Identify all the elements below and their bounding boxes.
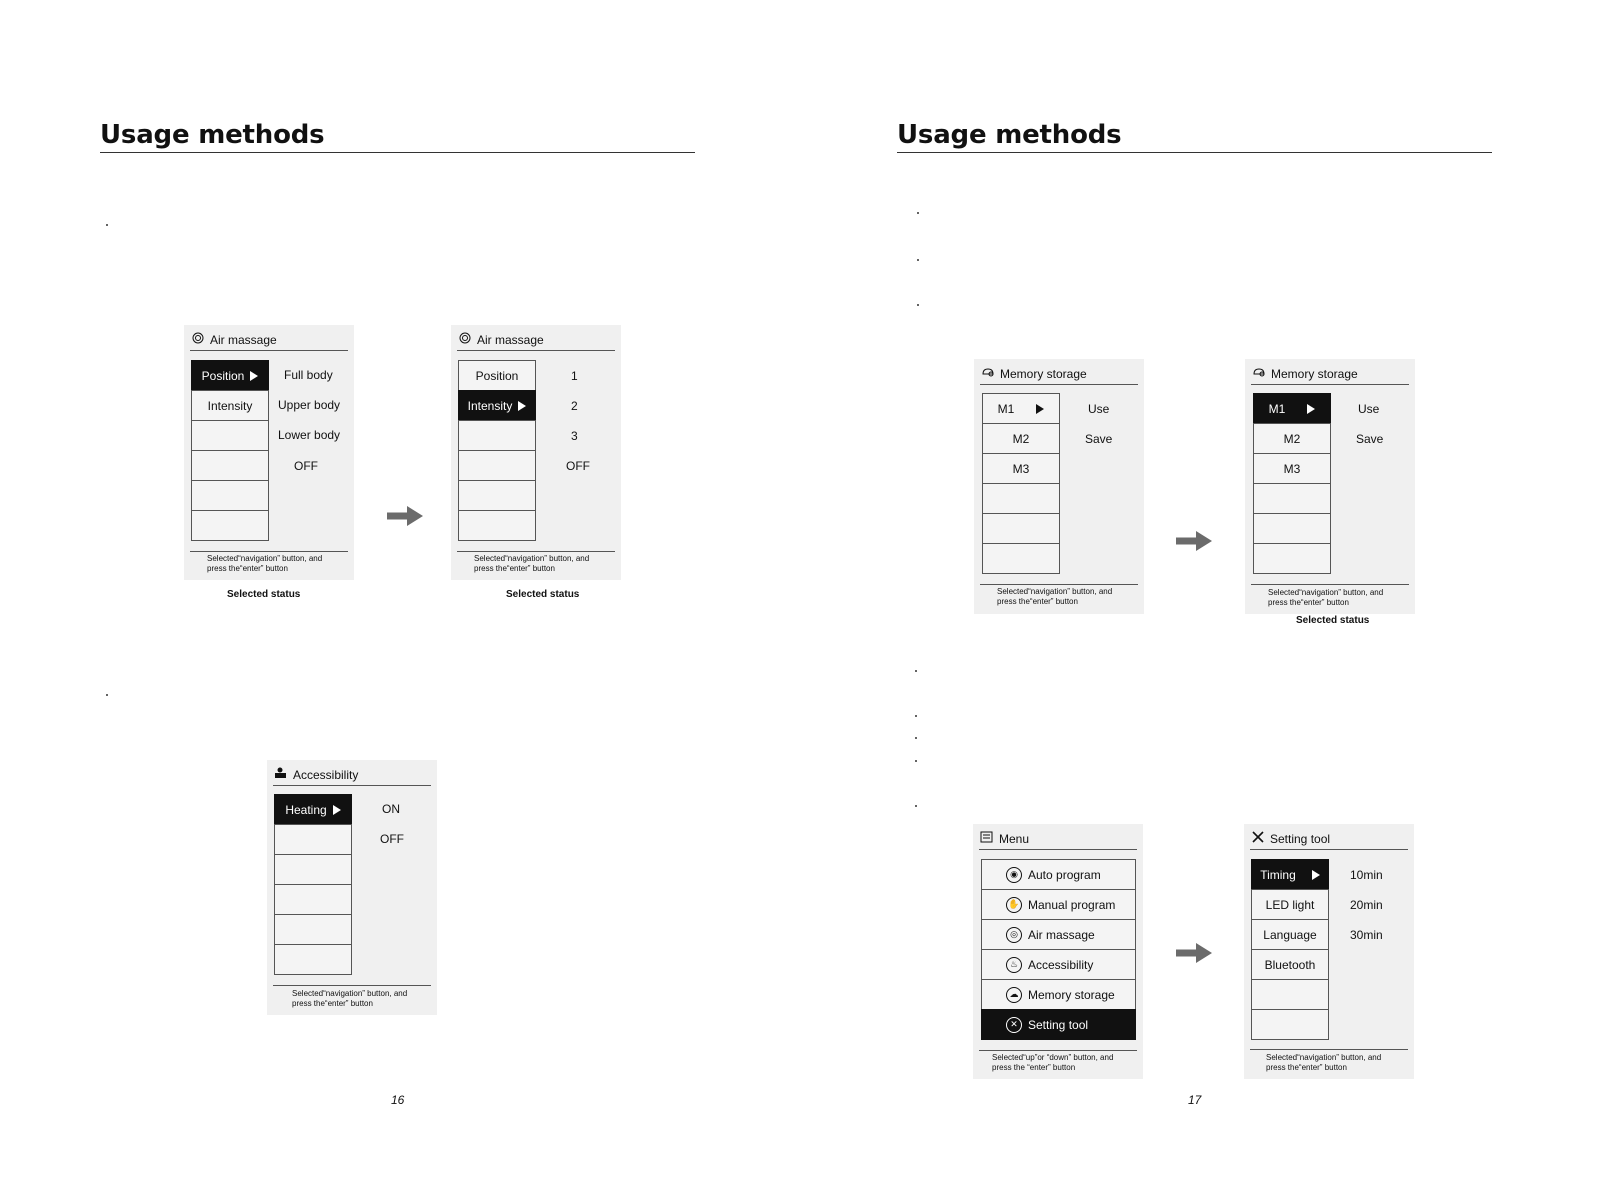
panel-title-text: Air massage	[477, 332, 544, 347]
menu-panel	[973, 824, 1143, 1079]
panel-title-text: Menu	[999, 831, 1030, 846]
empty-slot[interactable]	[191, 510, 269, 541]
right-title-rule	[897, 152, 1492, 153]
menu-item-auto-program[interactable]: ◉ Auto program	[981, 859, 1136, 890]
right-arrow-icon	[387, 506, 423, 526]
empty-slot[interactable]	[1253, 543, 1331, 574]
empty-slot[interactable]	[274, 884, 352, 915]
empty-slot[interactable]	[1251, 979, 1329, 1010]
timing-button[interactable]: Timing	[1251, 859, 1329, 890]
accessibility-icon	[274, 767, 288, 782]
footer-note: Selected“navigation” button, and press the“enter” button	[292, 989, 408, 1008]
menu-item-air-massage[interactable]: ◎ Air massage	[981, 919, 1136, 950]
empty-slot[interactable]	[274, 824, 352, 855]
menu-item-manual-program[interactable]: ✋ Manual program	[981, 889, 1136, 920]
left-title-rule	[100, 152, 695, 153]
option-off[interactable]: OFF	[294, 459, 318, 473]
empty-slot[interactable]	[274, 944, 352, 975]
panel-title	[191, 332, 277, 347]
selected-status-caption: Selected status	[506, 589, 580, 600]
intensity-button[interactable]: Intensity	[191, 390, 269, 421]
empty-slot[interactable]	[982, 513, 1060, 544]
bullet-dot	[915, 715, 917, 717]
bullet-dot	[917, 259, 919, 261]
empty-slot[interactable]	[458, 510, 536, 541]
thumbs-up-icon: ✋	[1006, 897, 1022, 913]
air-massage-icon	[191, 332, 205, 347]
accessibility-icon: ♨	[1006, 957, 1022, 973]
selected-status-caption: Selected status	[227, 589, 301, 600]
right-arrow-icon	[1176, 531, 1212, 551]
empty-slot[interactable]	[191, 450, 269, 481]
footer-note: Selected“navigation” button, and press the“enter” button	[1268, 588, 1384, 607]
footer-note: Selected“up”or “down” button, and press the “enter” button	[992, 1053, 1114, 1072]
option-off[interactable]: OFF	[566, 459, 590, 473]
bullet-dot	[106, 694, 108, 696]
panel-title-text: Air massage	[210, 332, 277, 347]
bullet-dot	[917, 304, 919, 306]
panel-title-text: Setting tool	[1270, 831, 1331, 846]
option-3[interactable]: 3	[571, 429, 578, 443]
panel-title	[458, 332, 544, 347]
option-full-body[interactable]: Full body	[284, 368, 333, 382]
right-arrow-icon	[1176, 943, 1212, 963]
empty-slot[interactable]	[274, 914, 352, 945]
footer-note: Selected“navigation” button, and press the“enter” button	[997, 587, 1113, 606]
m3-button[interactable]: M3	[982, 453, 1060, 484]
play-arrow-icon	[1036, 404, 1044, 414]
bullet-dot	[917, 212, 919, 214]
empty-slot[interactable]	[458, 420, 536, 451]
option-10min[interactable]: 10min	[1350, 868, 1383, 882]
empty-slot[interactable]	[191, 420, 269, 451]
memory-storage-icon	[1252, 366, 1266, 381]
led-light-button[interactable]: LED light	[1251, 889, 1329, 920]
option-save[interactable]: Save	[1085, 432, 1113, 446]
m1-button[interactable]: M1	[1253, 393, 1331, 424]
setting-tool-icon: ✕	[1006, 1017, 1022, 1033]
option-upper-body[interactable]: Upper body	[278, 398, 341, 412]
air-massage-panel-2	[451, 325, 621, 580]
footer-note: Selected“navigation” button, and press the“enter” button	[1266, 1053, 1382, 1072]
accessibility-panel	[267, 760, 437, 1015]
memory-storage-icon	[981, 366, 995, 381]
option-save[interactable]: Save	[1356, 432, 1384, 446]
empty-slot[interactable]	[1253, 483, 1331, 514]
panel-title	[981, 366, 1087, 381]
bullet-dot	[106, 224, 108, 226]
panel-title-text: Accessibility	[293, 767, 359, 782]
option-2[interactable]: 2	[571, 399, 578, 413]
m2-button[interactable]: M2	[982, 423, 1060, 454]
bullet-dot	[915, 737, 917, 739]
position-button[interactable]: Position	[458, 360, 536, 391]
m1-button[interactable]: M1	[982, 393, 1060, 424]
m2-button[interactable]: M2	[1253, 423, 1331, 454]
empty-slot[interactable]	[982, 543, 1060, 574]
option-off[interactable]: OFF	[380, 832, 404, 846]
air-massage-icon: ◎	[1006, 927, 1022, 943]
option-20min[interactable]: 20min	[1350, 898, 1383, 912]
air-massage-panel-1	[184, 325, 354, 580]
bluetooth-button[interactable]: Bluetooth	[1251, 949, 1329, 980]
empty-slot[interactable]	[458, 450, 536, 481]
empty-slot[interactable]	[982, 483, 1060, 514]
empty-slot[interactable]	[274, 854, 352, 885]
auto-program-icon: ◉	[1006, 867, 1022, 883]
left-page-title: Usage methods	[100, 120, 325, 150]
menu-item-accessibility[interactable]: ♨ Accessibility	[981, 949, 1136, 980]
panel-title	[274, 767, 358, 782]
empty-slot[interactable]	[1253, 513, 1331, 544]
panel-title	[1252, 366, 1358, 381]
page-number-left: 16	[391, 1093, 405, 1107]
bullet-dot	[915, 760, 917, 762]
footer-note: Selected“navigation” button, and press the“enter” button	[207, 554, 323, 573]
option-1[interactable]: 1	[571, 369, 578, 383]
air-massage-icon	[458, 332, 472, 347]
empty-slot[interactable]	[191, 480, 269, 511]
panel-title-text: Memory storage	[1271, 366, 1358, 381]
intensity-button[interactable]: Intensity	[458, 390, 536, 421]
play-arrow-icon	[250, 371, 258, 381]
play-arrow-icon	[333, 805, 341, 815]
footer-note: Selected“navigation” button, and press the“enter” button	[474, 554, 590, 573]
bullet-dot	[915, 670, 917, 672]
panel-title-text: Memory storage	[1000, 366, 1087, 381]
option-use[interactable]: Use	[1358, 402, 1380, 416]
memory-storage-icon: ☁	[1006, 987, 1022, 1003]
right-page-title: Usage methods	[897, 120, 1122, 150]
option-30min[interactable]: 30min	[1350, 928, 1383, 942]
heating-button[interactable]: Heating	[274, 794, 352, 825]
empty-slot[interactable]	[458, 480, 536, 511]
play-arrow-icon	[518, 401, 526, 411]
bullet-dot	[915, 805, 917, 807]
panel-title	[980, 831, 1029, 846]
m3-button[interactable]: M3	[1253, 453, 1331, 484]
selected-status-caption: Selected status	[1296, 615, 1370, 626]
play-arrow-icon	[1312, 870, 1320, 880]
menu-icon	[980, 831, 994, 846]
menu-item-memory-storage[interactable]: ☁ Memory storage	[981, 979, 1136, 1010]
option-use[interactable]: Use	[1088, 402, 1110, 416]
language-button[interactable]: Language	[1251, 919, 1329, 950]
memory-storage-panel-2	[1245, 359, 1415, 614]
page-number-right: 17	[1188, 1093, 1202, 1107]
menu-item-setting-tool[interactable]: ✕ Setting tool	[981, 1009, 1136, 1040]
position-button[interactable]: Position	[191, 360, 269, 391]
panel-title	[1251, 831, 1330, 846]
play-arrow-icon	[1307, 404, 1315, 414]
memory-storage-panel-1	[974, 359, 1144, 614]
option-lower-body[interactable]: Lower body	[278, 428, 341, 442]
option-on[interactable]: ON	[382, 802, 400, 816]
empty-slot[interactable]	[1251, 1009, 1329, 1040]
setting-tool-icon	[1251, 831, 1265, 846]
setting-tool-panel	[1244, 824, 1414, 1079]
